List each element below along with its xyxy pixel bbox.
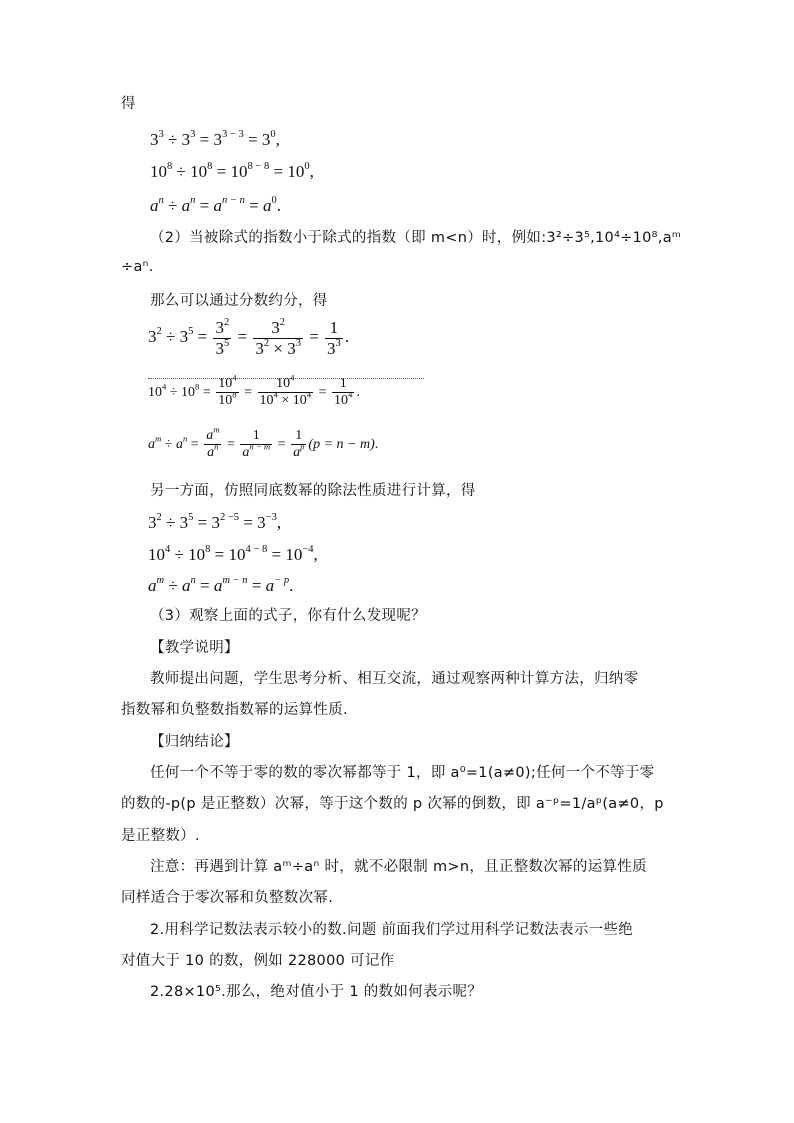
- equation-3-div-3: $3^3 \div 3^3 = 3^{3 - 3} = 3^0$,: [150, 129, 280, 149]
- conclusion-line-3: 是正整数）.: [121, 828, 200, 844]
- sci-notation-line-3: 2.28×10⁵.那么，绝对值小于 1 的数如何表示呢？: [150, 984, 483, 1000]
- teaching-line-2: 指数幂和负整数指数幂的运算性质.: [121, 702, 348, 718]
- note-line-1: 注意：再遇到计算 aᵐ÷aⁿ 时，就不必限制 m>n，且正整数次幂的运算性质: [150, 859, 647, 875]
- other-method-text: 另一方面，仿照同底数幂的除法性质进行计算，得: [150, 483, 476, 499]
- conclusion-line-2: 的数的-p(p 是正整数）次幂，等于这个数的 p 次幂的倒数，即 a⁻ᵖ=1/aᵖ(a≠0，p: [121, 796, 664, 812]
- note-line-2: 同样适合于零次幂和负整数次幂.: [121, 890, 334, 906]
- sci-notation-line-2: 对值大于 10 的数，例如 228000 可记作: [121, 953, 395, 969]
- fraction-equation-10: $10^4 \div 10^8$ = $\frac{10^4}{10^8}$ = $\frac{10^4}{10^4 \times 10^4}$ = $\frac{1}{10^4}$ .: [148, 372, 360, 409]
- para-case2-line1: （2）当被除式的指数小于除式的指数（即 m<n）时，例如:3²÷3⁵,10⁴÷10⁸,aᵐ: [150, 230, 682, 246]
- equation-neg-10: $10^4 \div 10^8 = 10^{4 - 8} = 10^{-4}$,: [148, 544, 318, 564]
- question-3: （3）观察上面的式子，你有什么发现呢？: [150, 608, 426, 624]
- equation-neg-3: $3^2 \div 3^5 = 3^{2 -5} = 3^{-3}$,: [148, 512, 282, 532]
- teaching-line-1: 教师提出问题，学生思考分析、相互交流，通过观察两种计算方法，归纳零: [150, 671, 639, 687]
- text-de: 得: [121, 96, 136, 112]
- fraction-equation-a: $a^m \div a^n$ = $\frac{a^m}{a^n}$ = $\frac{1}{a^{n - m}}$ = $\frac{1}{a^p}$ (p = n − m).: [148, 424, 379, 461]
- teaching-heading: 【教学说明】: [150, 640, 239, 656]
- equation-neg-a: $a^m \div a^n = a^{m - n} = a^{- p}$.: [148, 575, 294, 595]
- para-case2-line2: ÷aⁿ.: [121, 259, 154, 275]
- conclusion-heading: 【归纳结论】: [150, 734, 239, 750]
- fraction-intro: 那么可以通过分数约分，得: [150, 293, 328, 309]
- conclusion-line-1: 任何一个不等于零的数的零次幂都等于 1，即 a⁰=1(a≠0);任何一个不等于零: [150, 765, 655, 781]
- sci-notation-line-1: 2.用科学记数法表示较小的数.问题 前面我们学过用科学记数法表示一些绝: [150, 922, 634, 938]
- equation-a-div-a: $a^n \div a^n = a^{n - n} = a^0$.: [150, 195, 281, 215]
- fraction-equation-3: $3^2 \div 3^5$ = $\frac{3^2}{3^5}$ = $\frac{3^2}{3^2 \times 3^3}$ = $\frac{1}{3^3}$ .: [148, 317, 350, 358]
- equation-10-div-10: $10^8 \div 10^8 = 10^{8 - 8} = 10^0$,: [150, 161, 314, 181]
